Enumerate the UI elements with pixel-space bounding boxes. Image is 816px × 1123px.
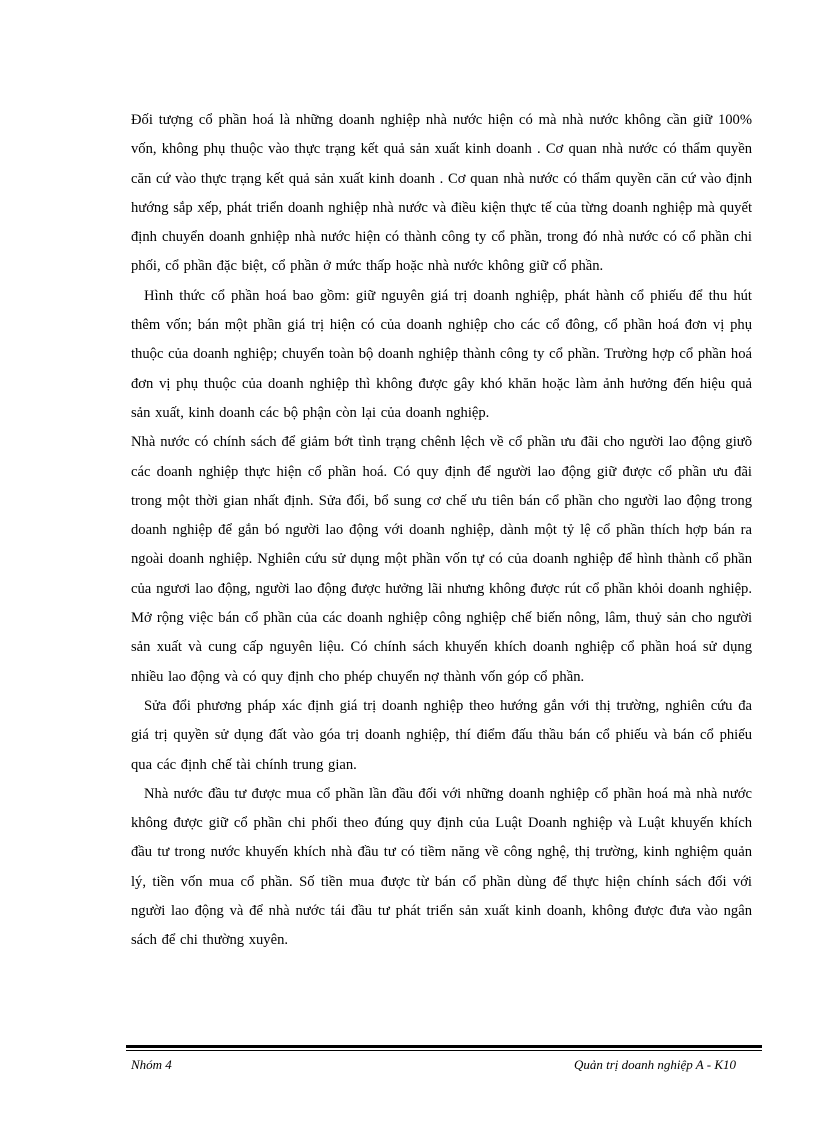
paragraph-1: Đối tượng cổ phần hoá là những doanh nghiệp nhà nước hiện có mà nhà nước không cần giữ 100% vốn, không phụ thuộc vào thực trạng kết quả sản xuất kinh doanh . Cơ quan nhà nước có thẩm quyền căn cứ vào thực trạng kết quả sản xuất kinh doanh . Cơ quan nhà nước có thẩm quyền căn cứ vào định hướng sắp xếp, phát triển doanh nghiệp nhà nước và điều kiện thực tế của từng doanh nghiệp mà quyết định chuyển doanh gnhiệp nhà nước hiện có thành công ty cổ phần, trong đó nhà nước có cổ phần chi phối, cổ phần đặc biệt, cổ phần ở mức thấp hoặc nhà nước không giữ cổ phần. <box>131 112 752 275</box>
footer-group-label: Nhóm 4 <box>131 1057 172 1072</box>
paragraph-2: Hình thức cổ phần hoá bao gồm: giữ nguyên giá trị doanh nghiệp, phát hành cổ phiếu để thu hút thêm vốn; bán một phần giá trị hiện có của doanh nghiệp cho các cổ đông, cổ phần hoá đơn vị phụ thuộc của doanh nghiệp; chuyển toàn bộ doanh nghiệp thành công ty cổ phần. Trường hợp cổ phần hoá đơn vị phụ thuộc của doanh nghiệp thì không được gây khó khăn hoặc làm ảnh hưởng đến hiệu quả sản xuất, kinh doanh các bộ phận còn lại của doanh nghiệp. <box>131 287 752 421</box>
footer-course-label: Quản trị doanh nghiệp A - K10 <box>573 1057 736 1072</box>
footer-divider-thin <box>126 1050 762 1051</box>
document-body <box>131 106 752 956</box>
paragraph-5: Nhà nước đầu tư được mua cổ phần lần đầu đối với những doanh nghiệp cổ phần hoá mà nhà nước không được giữ cổ phần chi phối theo đúng quy định của Luật Doanh nghiệp và Luật khuyến khích đầu tư trong nước khuyến khích nhà đầu tư có tiềm năng về công nghệ, thị trường, kinh nghiệm quản lý, tiền vốn mua cổ phần. Số tiền mua được từ bán cổ phần dùng để thực hiện chính sách đối với người lao động và để nhà nước tái đầu tư phát triển sản xuất kinh doanh, không được đưa vào ngân sách để chi thường xuyên. <box>131 785 752 949</box>
footer-divider <box>126 1045 762 1048</box>
paragraph-3: Nhà nước có chính sách để giảm bớt tình trạng chênh lệch về cổ phần ưu đãi cho người lao động giưõ các doanh nghiệp thực hiện cổ phần hoá. Có quy định để người lao động giữ được cổ phần ưu đãi trong một thời gian nhất định. Sửa đổi, bổ sung cơ chế ưu tiên bán cổ phần cho người lao động trong doanh nghiệp để gắn bó người lao động với doanh nghiệp, dành một tỷ lệ cổ phần thích hợp bán ra ngoài doanh nghiệp. Nghiên cứu sử dụng một phần vốn tự có của doanh nghiệp để hình thành cổ phần của ngươi lao động, người lao động được hưởng lãi nhưng không được rút cổ phần khỏi doanh nghiệp. Mở rộng việc bán cổ phần của các doanh nghiệp công nghiệp chế biến nông, lâm, thuỷ sản cho người sản xuất và cung cấp nguyên liệu. Có chính sách khuyến khích doanh nghiệp cổ phần hoá sử dụng nhiều lao động và có quy định cho phép chuyển nợ thành vốn góp cổ phần. <box>131 434 752 685</box>
paragraph-4: Sửa đổi phương pháp xác định giá trị doanh nghiệp theo hướng gắn với thị trường, nghiên cứu đa giá trị quyền sử dụng đất vào góa trị doanh nghiệp, thí điểm đấu thầu bán cổ phiếu và bán cổ phiếu qua các định chế tài chính trung gian. <box>131 697 752 773</box>
